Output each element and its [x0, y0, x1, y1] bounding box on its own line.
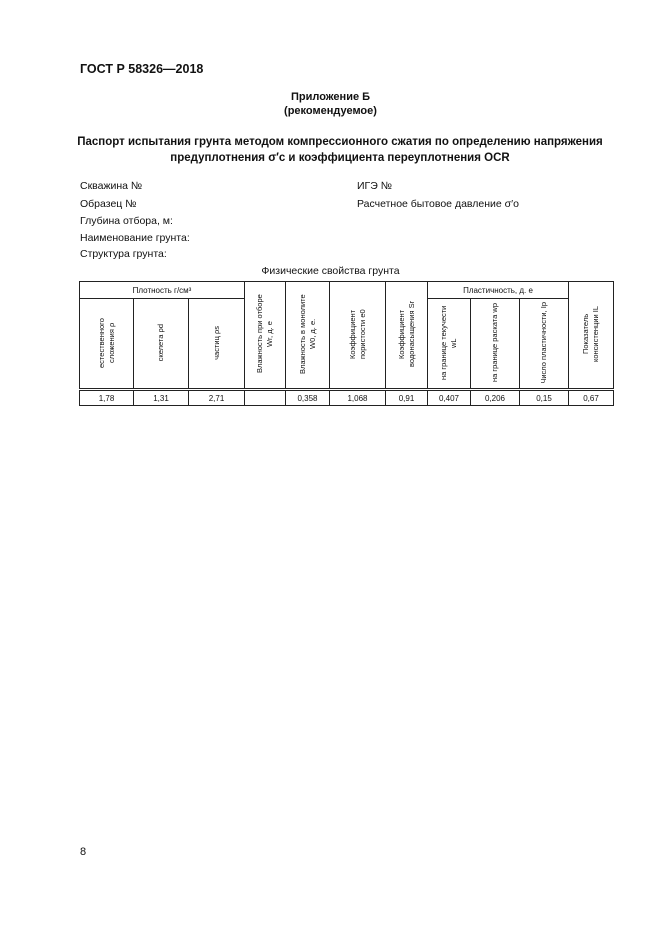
plasticity-group-header: Пластичность, д. е: [428, 282, 569, 299]
annex-title: Приложение Б: [290, 91, 371, 103]
density-group-header: Плотность г/см³: [80, 282, 245, 299]
cell-value: 0,206: [471, 390, 520, 406]
col-plasticity-index: Число пластичности, Ip: [520, 299, 569, 390]
cell-value: 1,31: [134, 390, 189, 406]
col-liquid-limit: на границе текучести wL: [428, 299, 471, 390]
cell-value: [245, 390, 286, 406]
document-code: ГОСТ Р 58326—2018: [80, 62, 204, 76]
field-overburden-pressure: Расчетное бытовое давление σ′o: [357, 198, 519, 210]
page-number: 8: [80, 846, 87, 858]
cell-value: 0,15: [520, 390, 569, 406]
cell-value: 1,78: [80, 390, 134, 406]
cell-value: 0,358: [286, 390, 330, 406]
col-void-ratio: Коэффициент пористости e0: [330, 282, 386, 390]
table-row: [80, 390, 614, 406]
table-caption: Физические свойства грунта: [261, 265, 400, 277]
col-plastic-limit: на границе раската wp: [471, 299, 520, 390]
cell-value: 2,71: [189, 390, 245, 406]
cell-value: 0,67: [569, 390, 614, 406]
annex-subtitle: (рекомендуемое): [284, 105, 377, 117]
document-title: [60, 134, 620, 166]
col-moisture-sampling: Влажность при отборе Wr, д. е: [245, 282, 286, 390]
col-saturation: Коэффициент водонасыщения Sr: [386, 282, 428, 390]
col-consistency-index: Показатель консистенции IL: [569, 282, 614, 390]
cell-value: 0,407: [428, 390, 471, 406]
cell-value: 0,91: [386, 390, 428, 406]
field-sample: Образец №: [80, 198, 137, 210]
field-soil-structure: Структура грунта:: [80, 248, 167, 260]
col-dry-density: скелета ρd: [134, 299, 189, 390]
title-line-1: Паспорт испытания грунта методом компрессионного сжатия по определению напряжения: [77, 136, 603, 148]
col-moisture-monolith: Влажность в монолите W0, д. е.: [286, 282, 330, 390]
annex-heading: [0, 90, 661, 118]
col-particle-density: частиц ρs: [189, 299, 245, 390]
col-natural-density: естественного сложения ρ: [80, 299, 134, 390]
cell-value: 1,068: [330, 390, 386, 406]
soil-properties-table: [79, 281, 614, 406]
field-ige: ИГЭ №: [357, 180, 392, 192]
field-depth: Глубина отбора, м:: [80, 215, 173, 227]
field-soil-name: Наименование грунта:: [80, 232, 190, 244]
title-line-2: предуплотнения σ′c и коэффициента переуплотнения OCR: [170, 152, 510, 164]
field-borehole: Скважина №: [80, 180, 143, 192]
